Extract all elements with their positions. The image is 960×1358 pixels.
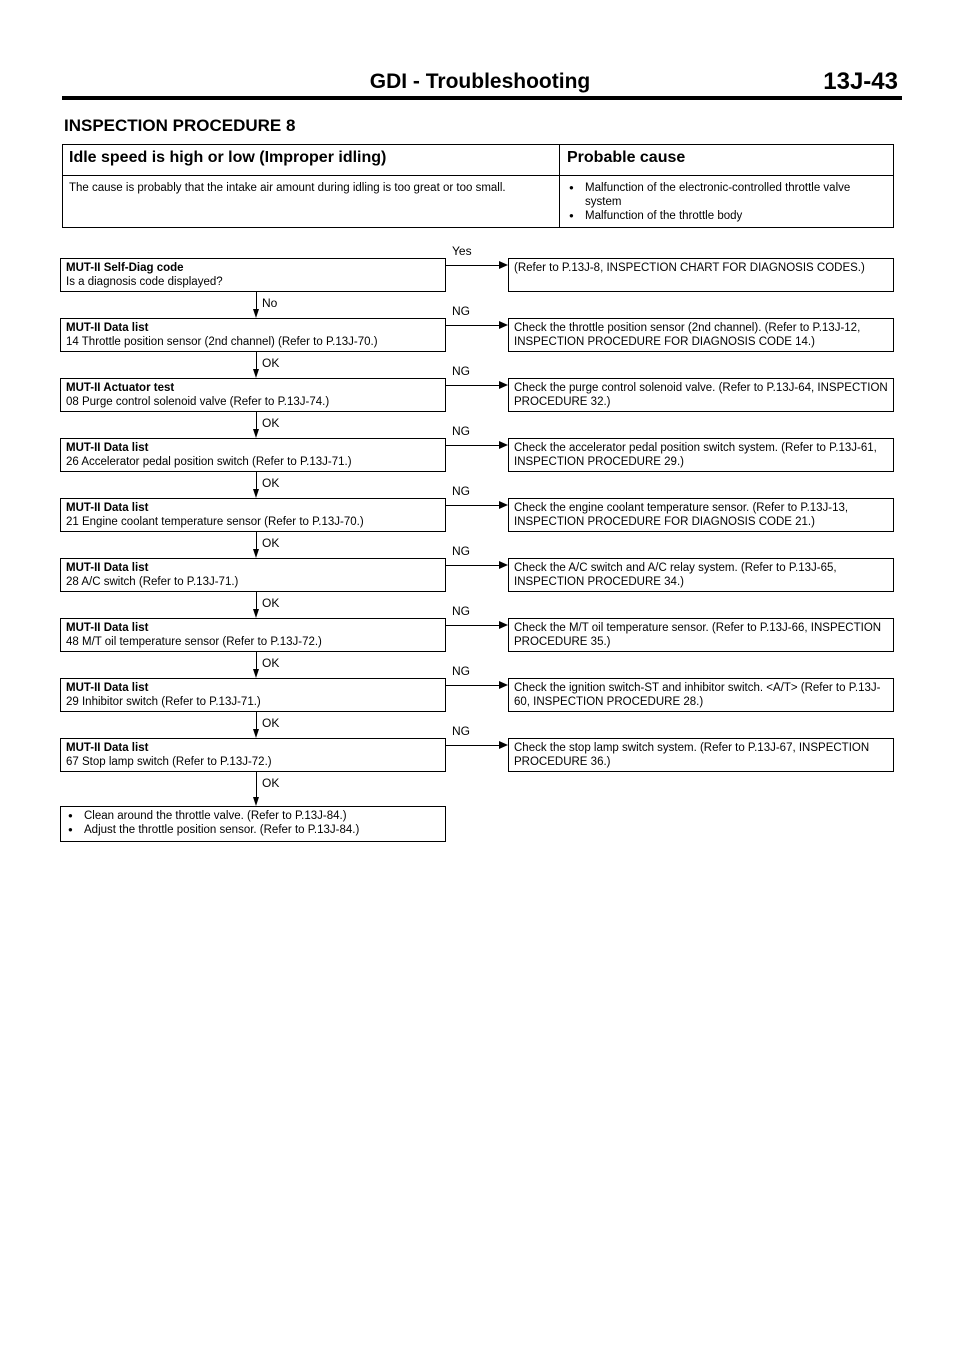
cause-list — [567, 181, 887, 223]
check-step-box — [60, 618, 446, 652]
check-step-detail: 21 Engine coolant temperature sensor (Refer to P.13J-70.) — [66, 516, 364, 528]
action-box: Check the stop lamp switch system. (Refer to P.13J-67, INSPECTION PROCEDURE 36.) — [508, 738, 894, 772]
arrow-head — [253, 429, 259, 438]
action-box: Check the M/T oil temperature sensor. (Refer to P.13J-66, INSPECTION PROCEDURE 35.) — [508, 618, 894, 652]
arrow-head — [253, 797, 259, 806]
connector-line — [446, 565, 500, 566]
flow-line — [256, 412, 257, 429]
branch-label: OK — [262, 356, 280, 370]
connector-line — [446, 265, 500, 266]
action-box: (Refer to P.13J-8, INSPECTION CHART FOR DIAGNOSIS CODES.) — [508, 258, 894, 292]
cause-item: ● Malfunction of the electronic-controlled throttle valve system — [567, 181, 887, 209]
check-step-title: MUT-II Self-Diag code — [66, 262, 184, 274]
arrow-head — [253, 489, 259, 498]
action-box: Check the accelerator pedal position switch system. (Refer to P.13J-61, INSPECTION PROCEDURE 29.) — [508, 438, 894, 472]
table-divider — [63, 175, 893, 176]
check-step-box — [60, 258, 446, 292]
table-divider — [559, 145, 560, 227]
action-box: Check the ignition switch-ST and inhibitor switch. <A/T> (Refer to P.13J-60, INSPECTION PROCEDURE 28.) — [508, 678, 894, 712]
flow-line — [256, 772, 257, 797]
branch-label: NG — [452, 604, 470, 618]
arrow-head — [499, 381, 508, 389]
check-step-title: MUT-II Actuator test — [66, 382, 175, 394]
connector-line — [446, 445, 500, 446]
check-step-box — [60, 438, 446, 472]
arrow-head — [499, 621, 508, 629]
connector-line — [446, 625, 500, 626]
check-step-detail: 14 Throttle position sensor (2nd channel) (Refer to P.13J-70.) — [66, 336, 378, 348]
arrow-head — [499, 261, 508, 269]
arrow-head — [499, 561, 508, 569]
section-title: INSPECTION PROCEDURE 8 — [64, 116, 296, 135]
connector-line — [446, 385, 500, 386]
connector-line — [446, 685, 500, 686]
branch-label: OK — [262, 476, 280, 490]
check-step-box — [60, 738, 446, 772]
branch-label: NG — [452, 544, 470, 558]
arrow-head — [253, 369, 259, 378]
flow-line — [256, 532, 257, 549]
branch-label: No — [262, 296, 278, 310]
arrow-head — [253, 309, 259, 318]
arrow-head — [499, 321, 508, 329]
check-step-detail: 67 Stop lamp switch (Refer to P.13J-72.) — [66, 756, 272, 768]
branch-label: NG — [452, 724, 470, 738]
connector-line — [446, 505, 500, 506]
connector-line — [446, 745, 500, 746]
flow-line — [256, 352, 257, 369]
connector-line — [446, 325, 500, 326]
arrow-head — [499, 501, 508, 509]
branch-label: NG — [452, 424, 470, 438]
arrow-head — [499, 441, 508, 449]
page-number: 13J-43 — [823, 68, 898, 95]
check-step-detail: 29 Inhibitor switch (Refer to P.13J-71.) — [66, 696, 261, 708]
flow-line — [256, 292, 257, 309]
header-rule — [62, 96, 902, 100]
check-step-title: MUT-II Data list — [66, 682, 149, 694]
check-step-title: MUT-II Data list — [66, 442, 149, 454]
flow-line — [256, 472, 257, 489]
branch-label: NG — [452, 364, 470, 378]
arrow-head — [499, 741, 508, 749]
branch-label: OK — [262, 656, 280, 670]
arrow-head — [253, 729, 259, 738]
cause-item: ● Malfunction of the throttle body — [567, 209, 887, 223]
check-step-detail: 28 A/C switch (Refer to P.13J-71.) — [66, 576, 239, 588]
flow-line — [256, 712, 257, 729]
branch-label: NG — [452, 664, 470, 678]
action-box: Check the engine coolant temperature sensor. (Refer to P.13J-13, INSPECTION PROCEDURE FOR DIAGNOSIS CODE 21.) — [508, 498, 894, 532]
cause-heading: Probable cause — [567, 149, 686, 166]
check-step-title: MUT-II Data list — [66, 622, 149, 634]
check-step-box — [60, 318, 446, 352]
symptom-text: The cause is probably that the intake air amount during idling is too great or too small. — [69, 182, 506, 194]
branch-label: NG — [452, 304, 470, 318]
arrow-head — [253, 549, 259, 558]
final-action-box — [60, 806, 446, 842]
check-step-title: MUT-II Data list — [66, 502, 149, 514]
symptom-heading: Idle speed is high or low (Improper idling) — [69, 149, 387, 166]
check-step-detail: 48 M/T oil temperature sensor (Refer to P.13J-72.) — [66, 636, 322, 648]
check-step-box — [60, 558, 446, 592]
final-action-item: ● Adjust the throttle position sensor. (Refer to P.13J-84.) — [66, 823, 440, 837]
check-step-title: MUT-II Data list — [66, 322, 149, 334]
check-step-box — [60, 378, 446, 412]
branch-label: Yes — [452, 244, 472, 258]
flow-line — [256, 592, 257, 609]
branch-label: NG — [452, 484, 470, 498]
action-box: Check the purge control solenoid valve. (Refer to P.13J-64, INSPECTION PROCEDURE 32.) — [508, 378, 894, 412]
branch-label: OK — [262, 776, 280, 790]
symptom-cause-table — [62, 144, 894, 228]
branch-label: OK — [262, 416, 280, 430]
action-box: Check the throttle position sensor (2nd channel). (Refer to P.13J-12, INSPECTION PROCEDURE FOR DIAGNOSIS CODE 14.) — [508, 318, 894, 352]
page-header-title: GDI - Troubleshooting — [369, 70, 591, 93]
check-step-detail: Is a diagnosis code displayed? — [66, 276, 223, 288]
check-step-detail: 26 Accelerator pedal position switch (Refer to P.13J-71.) — [66, 456, 352, 468]
check-step-title: MUT-II Data list — [66, 742, 149, 754]
arrow-head — [253, 669, 259, 678]
flow-line — [256, 652, 257, 669]
check-step-box — [60, 678, 446, 712]
check-step-box — [60, 498, 446, 532]
arrow-head — [253, 609, 259, 618]
branch-label: OK — [262, 716, 280, 730]
action-box: Check the A/C switch and A/C relay system. (Refer to P.13J-65, INSPECTION PROCEDURE 34.) — [508, 558, 894, 592]
final-action-item: ● Clean around the throttle valve. (Refer to P.13J-84.) — [66, 809, 440, 823]
branch-label: OK — [262, 596, 280, 610]
check-step-title: MUT-II Data list — [66, 562, 149, 574]
branch-label: OK — [262, 536, 280, 550]
check-step-detail: 08 Purge control solenoid valve (Refer to P.13J-74.) — [66, 396, 330, 408]
arrow-head — [499, 681, 508, 689]
